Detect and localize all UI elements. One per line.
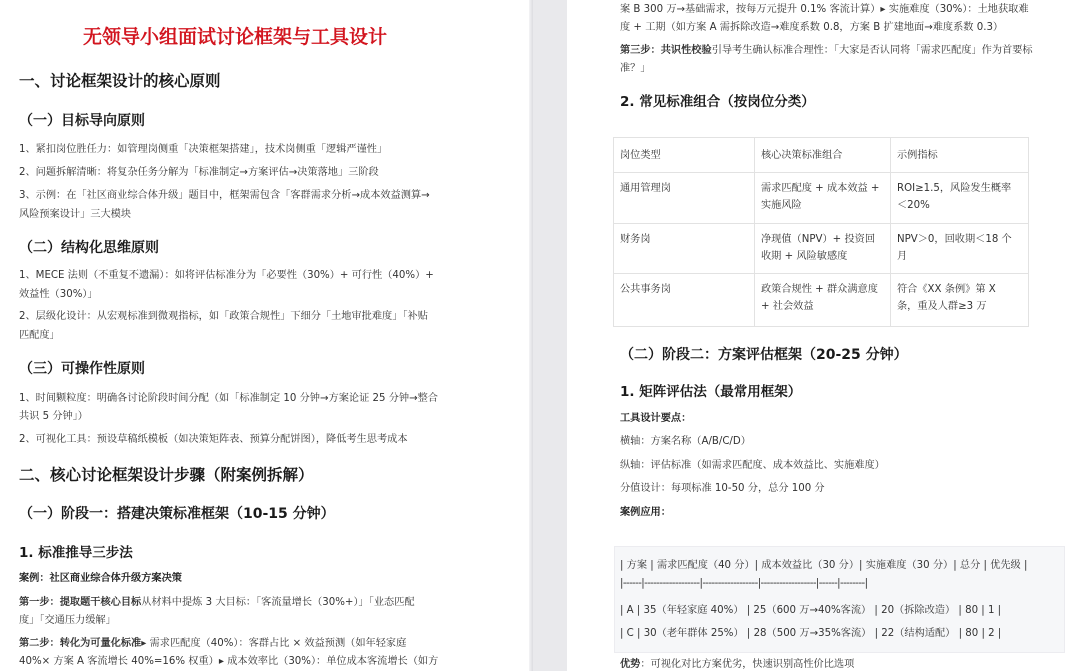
paragraph-oper-1: 1、时间颗粒度：明确各讨论阶段时间分配（如「标准制定 10 分钟→方案论证 25 分钟→整合 <box>19 393 438 404</box>
cell-line: + 社会效益 <box>761 301 814 312</box>
heading-stage-2: （二）阶段二：方案评估框架（20-25 分钟） <box>620 347 908 363</box>
table-cell <box>755 224 891 274</box>
heading-three-step-method: 1. 标准推导三步法 <box>19 545 133 561</box>
cell-line: 实施风险 <box>761 200 802 211</box>
paragraph-score-design: 分值设计：每项标准 10-50 分，总分 100 分 <box>620 483 825 494</box>
table-cell <box>891 173 1029 224</box>
code-line: | C | 30（老年群体 25%） | 28（500 万→35%客流） | 22（结构适配） | 80 | 2 | <box>620 628 1002 639</box>
code-line: |------|------------------|------------------|------------------|------|--------| <box>620 578 868 589</box>
cell-line: 符合《XX 条例》第 X <box>897 284 996 295</box>
step-2-text: ▸ 需求匹配度（40%）：客群占比 × 效益预测（如年轻家庭 <box>141 638 407 649</box>
standards-table <box>613 137 1029 327</box>
paragraph-step-2-cont-3: 度 + 工期（如方案 A 需拆除改造→难度系数 0.8，方案 B 扩建地面→难度系数 0.3） <box>620 22 1004 33</box>
step-1-keyword: 第一步：提取题干核心目标 <box>19 597 142 608</box>
heading-operability-principle: （三）可操作性原则 <box>19 361 145 377</box>
cell-line: 需求匹配度 + 成本效益 + <box>761 183 880 194</box>
cell-line: 净现值（NPV）+ 投资回 <box>761 234 876 245</box>
page-edge-shadow <box>529 0 533 671</box>
heading-goal-principle: （一）目标导向原则 <box>19 113 145 129</box>
table-cell <box>755 173 891 224</box>
paragraph-step-2-cont: 40%× 方案 A 客流增长 40%=16% 权重）▸ 成本效率比（30%）：单位成本客流增长（如方 <box>19 656 439 667</box>
cell-line: 月 <box>897 251 908 262</box>
paragraph-step-2 <box>19 634 406 649</box>
table-cell: 公共事务岗 <box>614 274 755 327</box>
heading-framework-steps: 二、核心讨论框架设计步骤（附案例拆解） <box>19 466 314 484</box>
step-2-keyword: 第二步：转化为可量化标准 <box>19 638 142 649</box>
table-cell: 财务岗 <box>614 224 755 274</box>
paragraph-struct-1-cont: 效益性（30%）」 <box>19 289 98 300</box>
case-application-label: 案例应用： <box>620 507 671 518</box>
advantage-keyword: 优势 <box>620 659 641 670</box>
paragraph-struct-2: 2、层级化设计：从宏观标准到微观指标，如「政策合规性」下细分「土地审批难度」「补贴 <box>19 311 428 322</box>
table-cell: 通用管理岗 <box>614 173 755 224</box>
code-line: | 方案 | 需求匹配度（40 分）| 成本效益比（30 分）| 实施难度（30 分）| 总分 | 优先级 | <box>620 560 1028 571</box>
paragraph-struct-2-cont: 匹配度」 <box>19 330 60 341</box>
heading-standard-combos: 2. 常见标准组合（按岗位分类） <box>620 94 815 110</box>
tool-design-label: 工具设计要点： <box>620 413 692 424</box>
table-cell <box>755 274 891 327</box>
cell-line: NPV＞0，回收期＜18 个 <box>897 234 1012 245</box>
step-3-keyword: 第三步：共识性校验 <box>620 45 712 56</box>
paragraph-step-1-cont: 度」「交通压力缓解」 <box>19 615 116 626</box>
table-row <box>614 274 1029 327</box>
table-cell <box>891 224 1029 274</box>
paragraph-advantage <box>620 655 854 670</box>
table-row <box>614 224 1029 274</box>
paragraph-step-1 <box>19 593 415 608</box>
document-title: 无领导小组面试讨论框架与工具设计 <box>82 26 387 48</box>
paragraph-goal-3: 3、示例：在「社区商业综合体升级」题目中，框架需包含「客群需求分析→成本效益测算→ <box>19 190 430 201</box>
paragraph-goal-2: 2、问题拆解清晰：将复杂任务分解为「标准制定→方案评估→决策落地」三阶段 <box>19 167 379 178</box>
heading-stage-1: （一）阶段一：搭建决策标准框架（10-15 分钟） <box>19 506 335 522</box>
table-row <box>614 173 1029 224</box>
paragraph-struct-1: 1、MECE 法则（不重复不遗漏）：如将评估标准分为「必要性（30%）+ 可行性（40%）+ <box>19 270 434 281</box>
cell-line: ROI≥1.5，风险发生概率 <box>897 183 1012 194</box>
case-label: 案例：社区商业综合体升级方案决策 <box>19 573 182 584</box>
paragraph-step-3-cont: 准？」 <box>620 63 651 74</box>
table-header-cell: 岗位类型 <box>614 138 755 173</box>
code-line: | A | 35（年轻家庭 40%） | 25（600 万→40%客流） | 20（拆除改造） | 80 | 1 | <box>620 605 1002 616</box>
cell-line: 条，重及人群≥3 万 <box>897 301 987 312</box>
cell-line: 政策合规性 + 群众满意度 <box>761 284 878 295</box>
paragraph-oper-1-cont: 共识 5 分钟」） <box>19 411 88 422</box>
document-page-left <box>0 0 533 671</box>
paragraph-y-axis: 纵轴：评估标准（如需求匹配度、成本效益比、实施难度） <box>620 460 885 471</box>
table-cell <box>891 274 1029 327</box>
paragraph-step-3 <box>620 41 1033 56</box>
step-1-text: 从材料中提炼 3 大目标：「客流量增长（30%+）」「业态匹配 <box>141 597 415 608</box>
paragraph-goal-3-cont: 风险预案设计」三大模块 <box>19 209 132 220</box>
cell-line: 收期 + 风险敏感度 <box>761 251 848 262</box>
paragraph-goal-1: 1、紧扣岗位胜任力：如管理岗侧重「决策框架搭建」，技术岗侧重「逻辑严谨性」 <box>19 144 388 155</box>
table-header-row <box>614 138 1029 173</box>
table-header-cell: 示例指标 <box>891 138 1029 173</box>
heading-core-principles: 一、讨论框架设计的核心原则 <box>19 72 221 90</box>
paragraph-oper-2: 2、可视化工具：预设草稿纸模板（如决策矩阵表、预算分配饼图），降低考生思考成本 <box>19 434 408 445</box>
heading-structure-principle: （二）结构化思维原则 <box>19 240 159 256</box>
paragraph-x-axis: 横轴：方案名称（A/B/C/D） <box>620 436 751 447</box>
advantage-text: ：可视化对比方案优劣，快速识别高性价比选项 <box>640 659 855 670</box>
heading-matrix-method: 1. 矩阵评估法（最常用框架） <box>620 384 802 400</box>
paragraph-step-2-cont-2: 案 B 300 万→基础需求，按每万元提升 0.1% 客流计算）▸ 实施难度（30%）：土地获取难 <box>620 4 1029 15</box>
step-3-text: 引导考生确认标准合理性：「大家是否认同将「需求匹配度」作为首要标 <box>711 45 1033 56</box>
table-header-cell: 核心决策标准组合 <box>755 138 891 173</box>
cell-line: ＜20% <box>897 200 930 211</box>
